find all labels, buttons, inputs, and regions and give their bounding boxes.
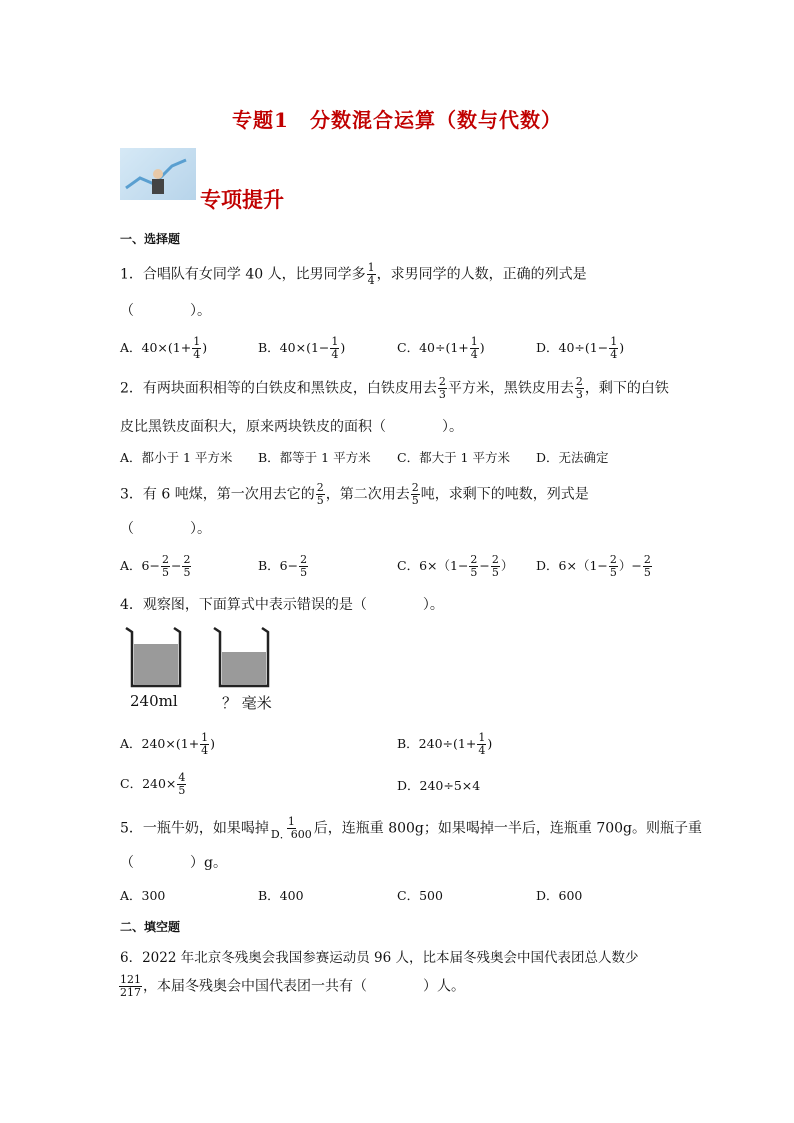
q4-option-c[interactable]: C．240× $\frac{4}{5}$ <box>120 771 186 797</box>
beaker-2-label: ？ 毫米 <box>222 694 272 712</box>
question-5: 5．一瓶牛奶，如果喝掉 $\frac{1}{D.600}$ 后，连瓶重 800g；如果喝掉一半后，连瓶重 700g。则瓶子重 <box>120 815 703 841</box>
q5-option-a[interactable]: A．300 <box>120 888 166 903</box>
question-6-line2: $\frac{121}{217}$ ，本届冬残奥会中国代表团一共有（ ）人。 <box>120 973 465 999</box>
q1-option-d[interactable]: D．40÷(1− $\frac{1}{4}$ ) <box>536 335 625 361</box>
q5-option-b[interactable]: B．400 <box>258 888 304 903</box>
question-1: 1．合唱队有女同学 40 人，比男同学多 $\frac{1}{4}$ ，求男同学的人数，正确的列式是 <box>120 261 587 287</box>
q5-option-c[interactable]: C．500 <box>397 888 443 903</box>
section-fill-heading: 二、填空题 <box>120 920 181 934</box>
banner-illustration <box>120 148 196 200</box>
q1-option-b[interactable]: B．40×(1− $\frac{1}{4}$ ) <box>258 335 346 361</box>
question-3-blank: （ ）。 <box>120 521 211 537</box>
q3-option-c[interactable]: C．6×（1− $\frac{2}{5}$ − $\frac{2}{5}$ ） <box>397 553 514 579</box>
page-title: 专题1 分数混合运算（数与代数） <box>232 108 562 132</box>
q4-option-d[interactable]: D．240÷5×4 <box>397 778 481 793</box>
q2-option-d[interactable]: D．无法确定 <box>536 450 609 465</box>
question-2-line2: 皮比黑铁皮面积大，原来两块铁皮的面积（ ）。 <box>120 419 463 435</box>
q5-option-d[interactable]: D．600 <box>536 888 583 903</box>
q2-option-a[interactable]: A．都小于 1 平方米 <box>120 450 233 465</box>
beaker-1 <box>126 628 180 686</box>
q4-option-a[interactable]: A．240×(1+ $\frac{1}{4}$ ) <box>120 731 216 757</box>
section-banner: 专项提升 <box>200 187 284 212</box>
question-2: 2．有两块面积相等的白铁皮和黑铁皮，白铁皮用去 $\frac{2}{3}$ 平方米，黑铁皮用去 $\frac{2}{3}$ ，剩下的白铁 <box>120 375 669 401</box>
question-1-blank: （ ）。 <box>120 303 211 319</box>
question-6: 6．2022 年北京冬残奥会我国参赛运动员 96 人，比本届冬残奥会中国代表团总人数少 <box>120 950 639 966</box>
chart-arrow-icon <box>120 148 196 200</box>
question-4: 4．观察图，下面算式中表示错误的是（ ）。 <box>120 597 444 613</box>
question-3: 3．有 6 吨煤，第一次用去它的 $\frac{2}{5}$ ，第二次用去 $\frac{2}{5}$ 吨，求剩下的吨数，列式是 <box>120 481 589 507</box>
q3-option-b[interactable]: B．6− $\frac{2}{5}$ <box>258 553 308 579</box>
q2-option-b[interactable]: B．都等于 1 平方米 <box>258 450 371 465</box>
question-5-blank: （ ）g。 <box>120 855 227 871</box>
beaker-2 <box>214 628 268 686</box>
q4-option-b[interactable]: B．240÷(1+ $\frac{1}{4}$ ) <box>397 731 493 757</box>
beakers-figure <box>122 626 282 692</box>
beaker-1-label: 240ml <box>130 692 178 710</box>
q3-option-d[interactable]: D．6×（1− $\frac{2}{5}$ ）− $\frac{2}{5}$ <box>536 553 651 579</box>
section-choice-heading: 一、选择题 <box>120 232 181 246</box>
q2-option-c[interactable]: C．都大于 1 平方米 <box>397 450 510 465</box>
q3-option-a[interactable]: A．6− $\frac{2}{5}$ − $\frac{2}{5}$ <box>120 553 191 579</box>
q1-option-c[interactable]: C．40÷(1+ $\frac{1}{4}$ ) <box>397 335 485 361</box>
q1-option-a[interactable]: A．40×(1+ $\frac{1}{4}$ ) <box>120 335 208 361</box>
